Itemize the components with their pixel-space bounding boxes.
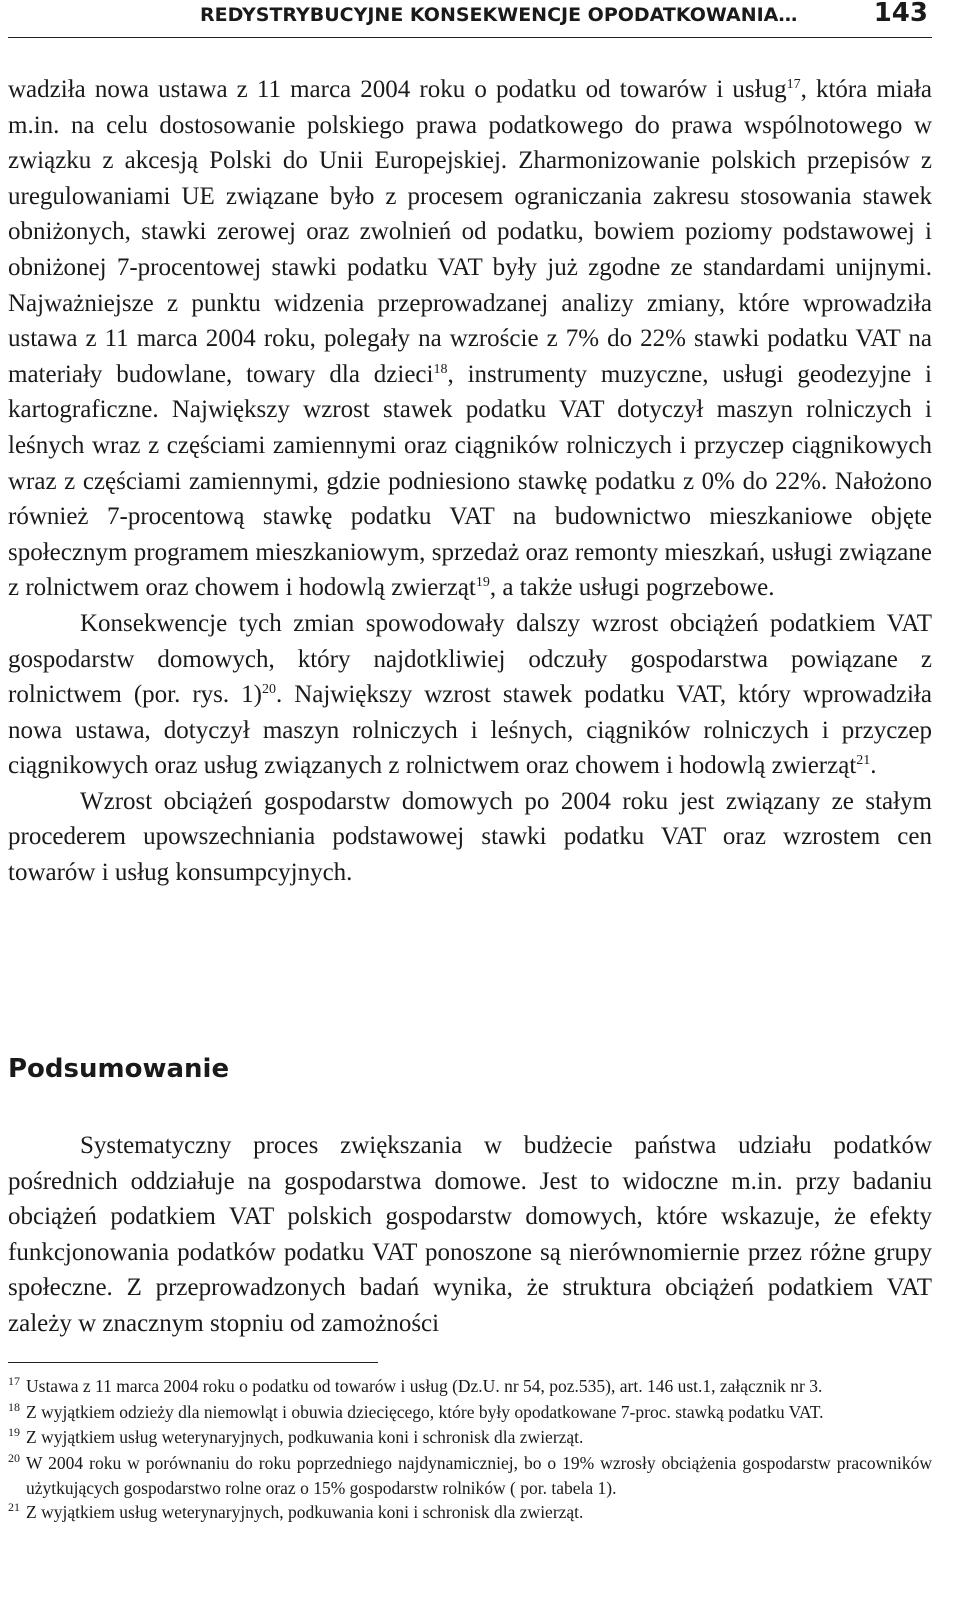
footnote-18	[8, 1401, 932, 1427]
footnote-text: Z wyjątkiem odzieży dla niemowląt i obuwia dziecięcego, które były opodatkowane 7-proc. stawką podatku VAT.	[26, 1401, 824, 1422]
footnote-number: 19	[8, 1425, 20, 1439]
section-heading: Podsumowanie	[8, 1054, 230, 1084]
paragraph-2-text-c: .	[870, 752, 877, 780]
footnotes	[8, 1375, 932, 1526]
footnote-19	[8, 1426, 932, 1452]
footnote-number: 20	[8, 1450, 20, 1465]
footnote-ref-18: 18	[433, 361, 448, 377]
footnote-17	[8, 1375, 932, 1401]
footnote-separator	[8, 1362, 378, 1363]
footnote-text: W 2004 roku w porównaniu do roku poprzedniego najdynamiczniej, bo o 19% wzrosły obciążenia gospodarstw pracowników użytkujących gospodarstwo rolne oraz o 15% gospodarstw rolników ( por. tabela 1).	[26, 1452, 932, 1498]
page-number: 143	[873, 0, 928, 28]
footnote-ref-20: 20	[261, 682, 276, 698]
paragraph-1	[8, 72, 932, 606]
footnote-number: 17	[8, 1374, 20, 1388]
paragraph-3: Wzrost obciążeń gospodarstw domowych po 2004 roku jest związany ze stałym procederem upowszechniania podstawowej stawki podatku VAT oraz wzrostem cen towarów i usług konsumpcyjnych.	[8, 787, 932, 887]
footnote-text: Z wyjątkiem usług weterynaryjnych, podkuwania koni i schronisk dla zwierząt.	[26, 1501, 584, 1522]
summary-paragraph: Systematyczny proces zwiększania w budżecie państwa udziału podatków pośrednich oddziałuje na gospodarstwa domowe. Jest to widoczne m.in. przy badaniu obciążeń podatkiem VAT polskich gospodarstw domowych, które wskazuje, że efekty funkcjonowania podatków podatku VAT ponoszone są nierównomiernie przez różne grupy społeczne. Z przeprowadzonych badań wynika, że struktura obciążeń podatkiem VAT zależy w znacznym stopniu od zamożności	[8, 1132, 932, 1337]
paragraph-1-text-c: , instrumenty muzyczne, usługi geodezyjne i kartograficzne. Największy wzrost stawek podatku VAT dotyczył maszyn rolniczych i leśnych wraz z częściami zamiennymi oraz ciągników rolniczych i przyczep ciągnikowych wraz z częściami zamiennymi, gdzie podniesiono stawkę podatku z 0% do 22%. Nałożono również 7-procentową stawkę podatku VAT na budownictwo mieszkaniowe objęte społecznym programem mieszkaniowym, sprzedaż oraz remonty mieszkań, usługi związane z rolnictwem oraz chowem i hodowlą zwierząt	[8, 360, 933, 602]
summary-text	[8, 1128, 932, 1342]
footnote-number: 18	[8, 1399, 20, 1414]
footnote-number: 21	[8, 1499, 20, 1514]
footnote-ref-21: 21	[856, 753, 871, 769]
body-text	[8, 72, 932, 891]
paragraph-1-text-a: wadziła nowa ustawa z 11 marca 2004 roku o podatku od towarów i usług	[8, 76, 787, 103]
paragraph-1-text-d: , a także usługi pogrzebowe.	[489, 574, 775, 602]
paragraph-2	[8, 606, 932, 784]
paragraph-2-text-a: Konsekwencje tych zmian spowodowały dalszy wzrost obciążeń podatkiem VAT gospodarstw domowych, który najdotkliwiej odczuły gospodarstwa powiązane z rolnictwem (por. rys. 1)	[8, 609, 932, 709]
footnote-text: Z wyjątkiem usług weterynaryjnych, podkuwania koni i schronisk dla zwierząt.	[26, 1427, 584, 1447]
paragraph-2-text-b: . Największy wzrost stawek podatku VAT, który wprowadziła nowa ustawa, dotyczył maszyn rolniczych i leśnych, ciągników rolniczych i przyczep ciągnikowych oraz usług związanych z rolnictwem oraz chowem i hodowlą zwierząt	[8, 681, 932, 780]
footnote-ref-17: 17	[786, 77, 801, 92]
footnote-text: Ustawa z 11 marca 2004 roku o podatku od towarów i usług (Dz.U. nr 54, poz.535), art. 146 ust.1, załącznik nr 3.	[26, 1376, 823, 1396]
paragraph-1-text-b: , która miała m.in. na celu dostosowanie polskiego prawa podatkowego do prawa wspólnotowego w związku z akcesją Polski do Unii Europejskiej. Zharmonizowanie polskich przepisów z uregulowaniami UE związane było z procesem ograniczania zakresu stosowania stawek obniżonych, stawki zerowej oraz zwolnień od podatku, bowiem poziomy podstawowej i obniżonej 7-procentowej stawki podatku VAT były już zgodne ze standardami unijnymi. Najważniejsze z punktu widzenia przeprowadzanej analizy zmiany, które wprowadziła ustawa z 11 marca 2004 roku, polegały na wzroście z 7% do 22% stawki podatku VAT na materiały budowlane, towary dla dzieci	[8, 76, 933, 388]
running-head: REDYSTRYBUCYJNE KONSEKWENCJE OPODATKOWANIA…	[200, 4, 798, 26]
footnote-ref-19: 19	[475, 575, 490, 591]
footnote-21	[8, 1501, 932, 1527]
page-header	[8, 0, 932, 38]
footnote-20	[8, 1452, 932, 1501]
